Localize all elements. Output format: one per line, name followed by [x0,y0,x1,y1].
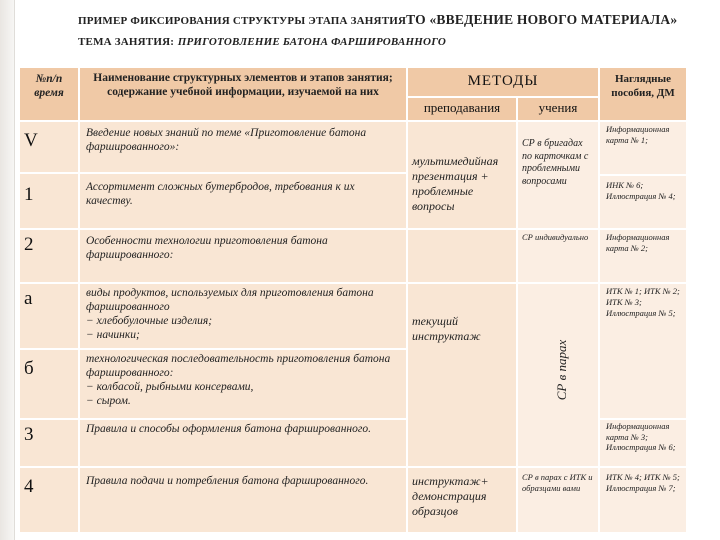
header-methods-text: МЕТОДЫ [467,73,539,89]
num-cell-v [20,122,78,172]
aids-1: Информационная карта № 1; [606,124,670,145]
content-cell-b [80,350,406,418]
title-part4: ПРИГОТОВЛЕНИЕ БАТОНА ФАРШИРОВАННОГО [177,36,447,48]
num-cell-2 [20,230,78,282]
aids-2: ИНК № 6; Иллюстрация № 4; [606,180,676,201]
learning-cell-1 [518,122,598,228]
aids-cell-1 [600,122,686,174]
num-cell-1 [20,174,78,228]
aids-4: ИТК № 1; ИТК № 2; ИТК № 3; Иллюстрация № 5; [606,286,680,318]
header-num-cell [20,68,78,120]
teaching-cell-3 [408,468,516,532]
row-content-a: виды продуктов, используемых для приготовления батона фаршированного − хлебобулочные изделия; − начинки; [86,287,374,341]
content-cell-4 [80,468,406,532]
header-teaching-text: преподавания [423,100,501,115]
row-num-2: 2 [24,234,34,255]
header-learning-text: учения [538,100,578,115]
row-num-v: V [24,130,38,151]
header-learning-cell [518,98,598,120]
aids-6: ИТК № 4; ИТК № 5; Иллюстрация № 7; [606,472,680,493]
header-num-text: №п/п время [34,73,64,99]
header-teaching-cell [408,98,516,120]
aids-3: Информационная карта № 2; [606,232,670,253]
content-cell-v [80,122,406,172]
slide-title [78,10,688,52]
num-cell-3 [20,420,78,466]
row-content-2: Особенности технологии приготовления батона фаршированного: [86,235,328,261]
aids-5: Информационная карта № 3; Иллюстрация № 6; [606,421,676,452]
row-content-b: технологическая последовательность приготовления батона фаршированного: − колбасой, рыбными консервами, − сыром. [86,353,391,407]
row-content-4: Правила подачи и потребления батона фаршированного. [86,475,369,487]
row-content-v: Введение новых знаний по теме «Приготовление батона фаршированного»: [86,127,367,153]
title-part1: ПРИМЕР ФИКСИРОВАНИЯ СТРУКТУРЫ ЭТАПА ЗАНЯТИЯ [78,15,407,27]
title-part2: ТО «ВВЕДЕНИЕ НОВОГО МАТЕРИАЛА» [406,12,678,27]
row-num-b: б [24,358,34,379]
teaching-cell-2 [408,284,516,466]
content-cell-2 [80,230,406,282]
content-cell-1 [80,174,406,228]
content-cell-a [80,284,406,348]
row-content-1: Ассортимент сложных бутербродов, требования к их качеству. [86,181,355,207]
teaching-cell-1 [408,122,516,228]
learning-method-2: СР индивидуально [522,232,589,242]
title-part3: ТЕМА ЗАНЯТИЯ: [78,36,175,48]
teaching-method-2: текущий инструктаж [412,314,481,343]
slide-accent-bar [0,0,15,540]
learning-method-3: СР в парах [554,339,569,401]
header-content-cell [80,68,406,120]
teaching-cell-empty [408,230,516,282]
teaching-method-1: мультимедийная презентация + проблемные вопросы [412,154,499,213]
aids-cell-4 [600,284,686,418]
aids-cell-5 [600,420,686,466]
header-methods-cell [408,68,598,96]
learning-cell-4 [518,468,598,532]
header-aids-text: Наглядные пособия, ДМ [611,73,675,99]
learning-cell-2 [518,230,598,282]
row-num-1: 1 [24,184,34,205]
learning-method-4: СР в парах с ИТК и образцами вами [522,472,593,493]
row-content-3: Правила и способы оформления батона фаршированного. [86,423,371,435]
row-num-4: 4 [24,476,34,497]
row-num-a: а [24,288,33,309]
teaching-method-3: инструктаж+ демонстрация образцов [412,474,489,518]
row-num-3: 3 [24,424,34,445]
header-content-text: Наименование структурных элементов и этапов занятия; содержание учебной информации, изучаемой на них [93,72,393,98]
num-cell-4 [20,468,78,532]
num-cell-a [20,284,78,348]
aids-cell-6 [600,468,686,532]
learning-method-1: СР в бригадах по карточкам с проблемными вопросами [522,138,589,187]
aids-cell-3 [600,230,686,282]
content-cell-3 [80,420,406,466]
num-cell-b [20,350,78,418]
header-aids-cell [600,68,686,120]
aids-cell-2 [600,176,686,228]
learning-cell-3 [518,284,598,466]
